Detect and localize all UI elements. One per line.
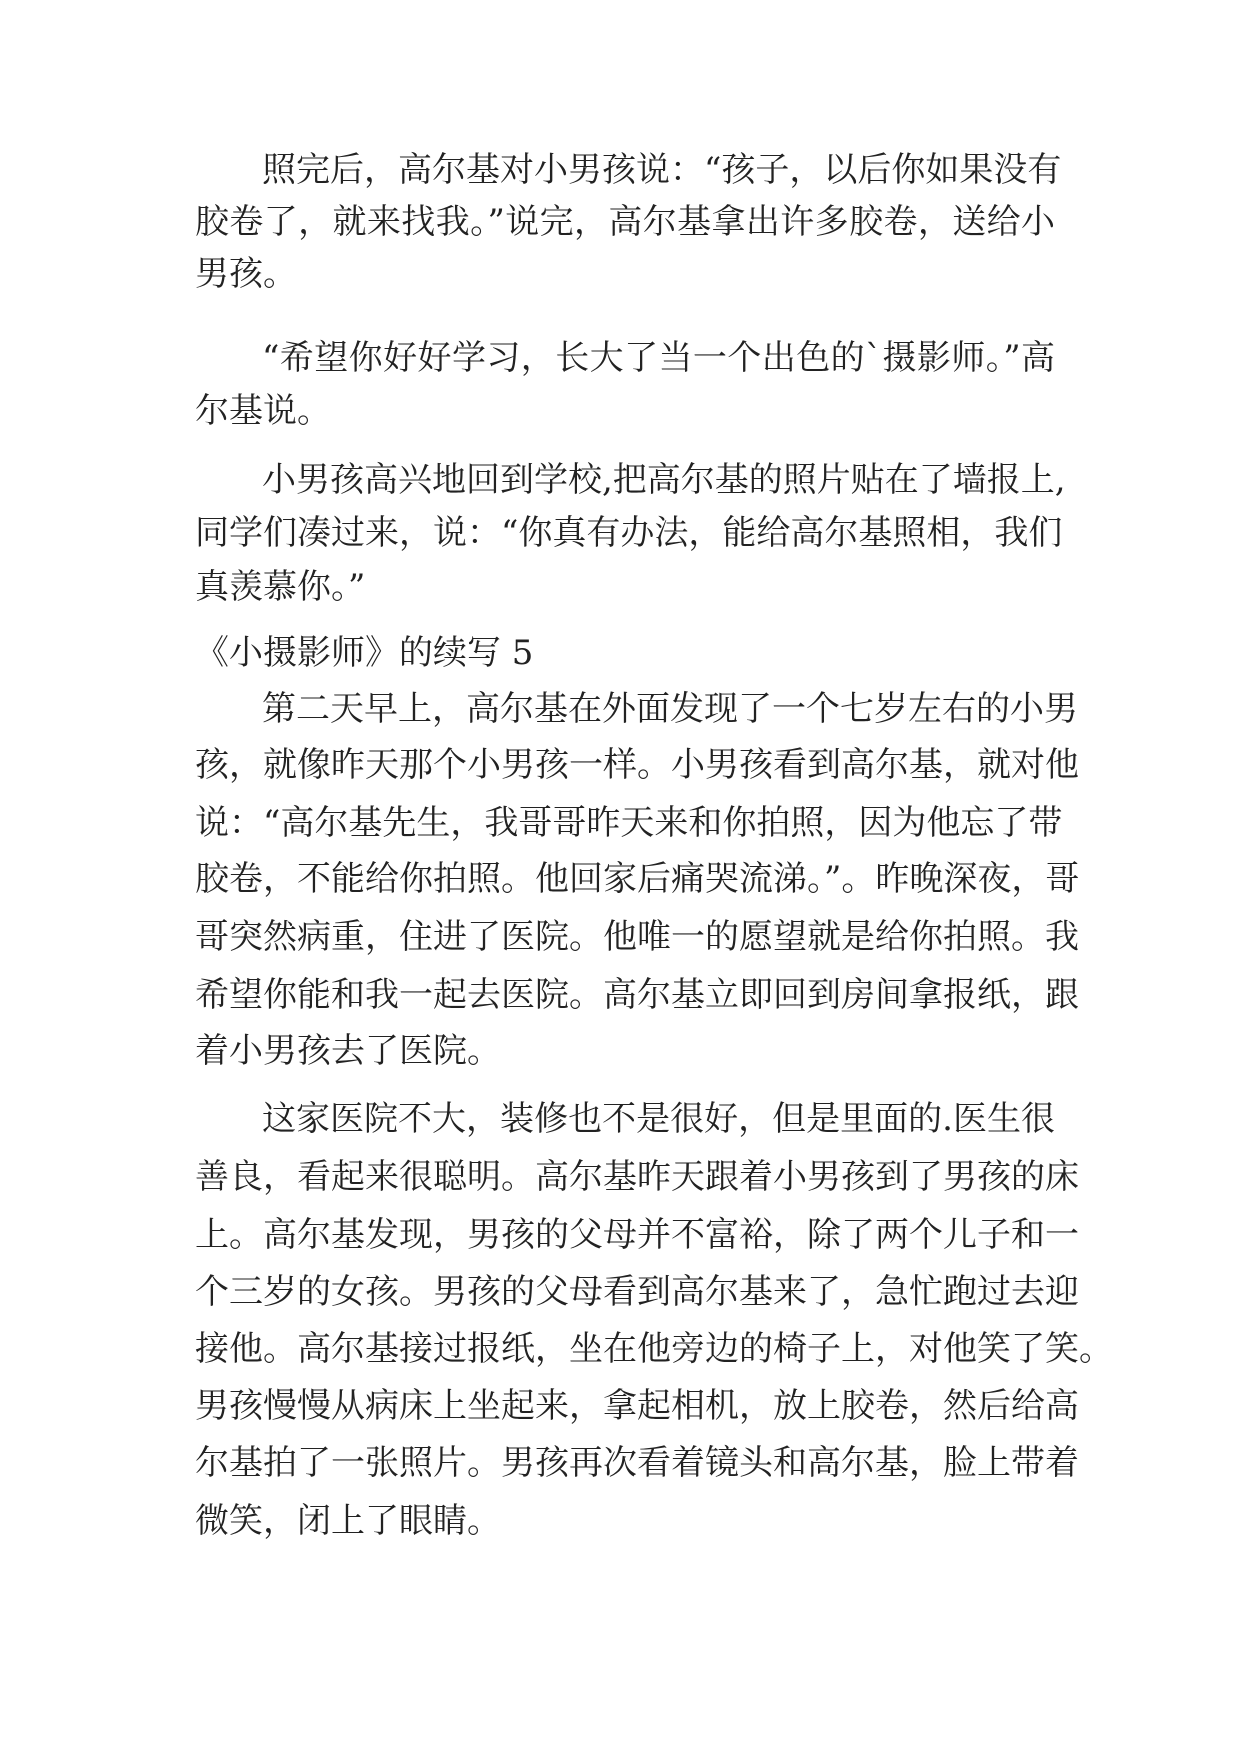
text-line: 微笑，闭上了眼睛。	[195, 1501, 501, 1541]
text-line: 哥突然病重，住进了医院。他唯一的愿望就是给你拍照。我	[195, 917, 1079, 957]
text-line: 上。高尔基发现，男孩的父母并不富裕，除了两个儿子和一	[195, 1215, 1079, 1255]
text-line: 着小男孩去了医院。	[195, 1031, 501, 1071]
text-line: 胶卷了，就来找我。”说完，高尔基拿出许多胶卷，送给小	[195, 202, 1055, 242]
text-line: 孩，就像昨天那个小男孩一样。小男孩看到高尔基，就对他	[195, 745, 1079, 785]
text-line: 善良，看起来很聪明。高尔基昨天跟着小男孩到了男孩的床	[195, 1157, 1079, 1197]
text-line: 个三岁的女孩。男孩的父母看到高尔基来了，急忙跑过去迎	[195, 1272, 1079, 1312]
text-line: “希望你好好学习，长大了当一个出色的`摄影师。”高	[262, 338, 1055, 378]
text-line: 真羡慕你。”	[195, 567, 366, 607]
text-line: 胶卷，不能给你拍照。他回家后痛哭流涕。”。昨晚深夜，哥	[195, 859, 1080, 899]
text-line: 同学们凑过来，说：“你真有办法，能给高尔基照相，我们	[195, 513, 1063, 553]
section-heading: 《小摄影师》的续写 5	[195, 633, 534, 673]
text-line: 说：“高尔基先生，我哥哥昨天来和你拍照，因为他忘了带	[195, 803, 1063, 843]
text-line: 男孩慢慢从病床上坐起来，拿起相机，放上胶卷，然后给高	[195, 1386, 1079, 1426]
text-line: 尔基说。	[195, 391, 331, 431]
text-line: 尔基拍了一张照片。男孩再次看着镜头和高尔基，脸上带着	[195, 1443, 1079, 1483]
text-line: 这家医院不大，装修也不是很好，但是里面的.医生很	[262, 1099, 1055, 1139]
text-line: 第二天早上，高尔基在外面发现了一个七岁左右的小男	[262, 689, 1078, 729]
text-line: 小男孩高兴地回到学校,把高尔基的照片贴在了墙报上,	[262, 460, 1066, 500]
text-line: 希望你能和我一起去医院。高尔基立即回到房间拿报纸，跟	[195, 975, 1079, 1015]
text-line: 照完后，高尔基对小男孩说：“孩子，以后你如果没有	[262, 150, 1062, 190]
text-line: 接他。高尔基接过报纸，坐在他旁边的椅子上，对他笑了笑。	[195, 1329, 1113, 1369]
text-line: 男孩。	[195, 254, 297, 294]
